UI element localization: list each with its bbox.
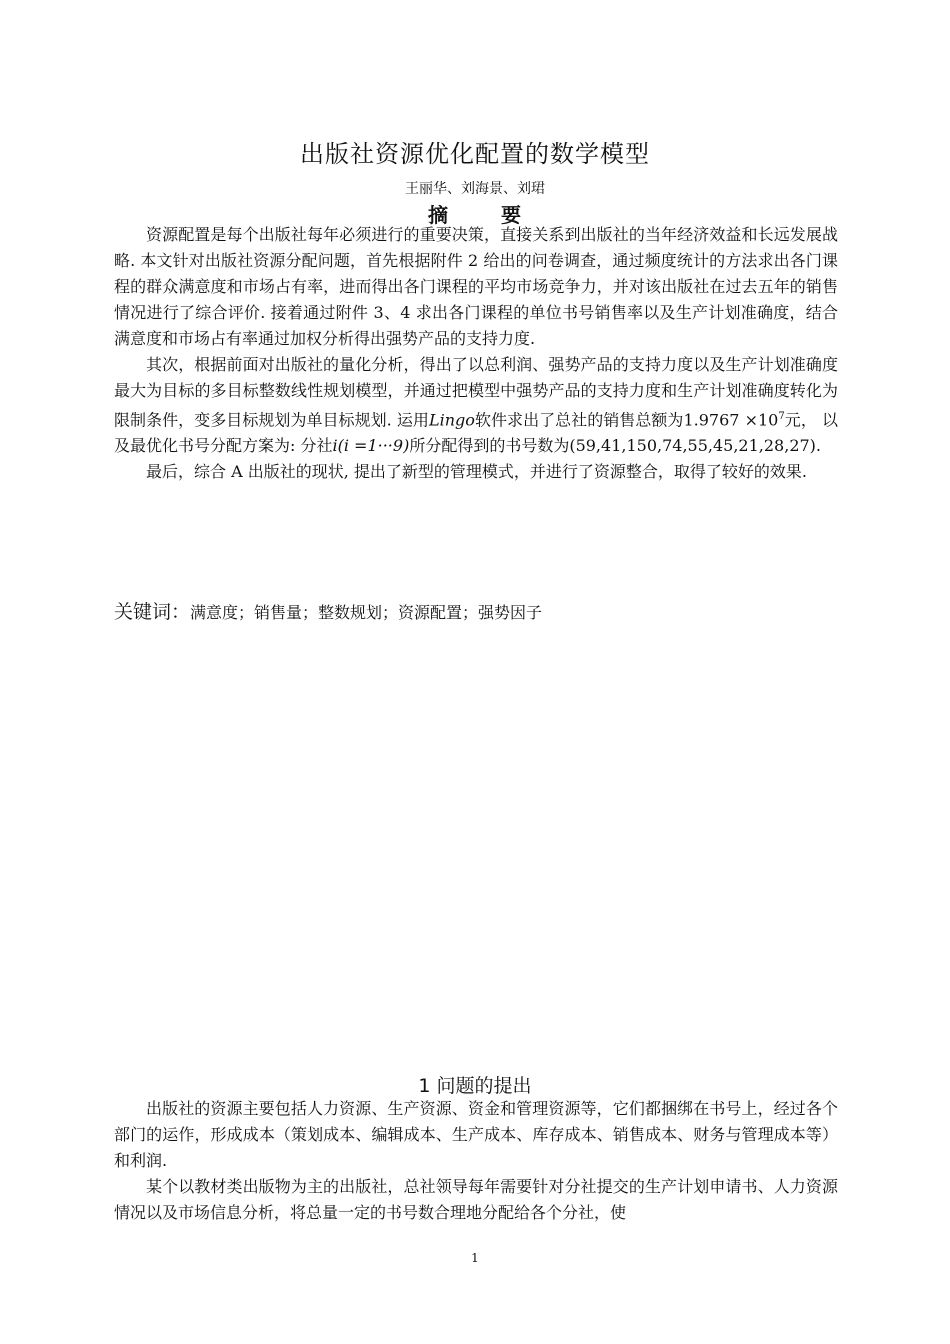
paper-title: 出版社资源优化配置的数学模型 xyxy=(300,140,650,168)
allocation-vector: (59,41,150,74,55,45,21,28,27) xyxy=(569,436,816,456)
section-1-body xyxy=(114,1096,838,1226)
sales-total-exponent: 7 xyxy=(778,411,785,422)
abstract-p2-text-b: 软件求出了总社的销售总额为 xyxy=(474,410,684,430)
section-1-paragraph-2: 某个以教材类出版物为主的出版社，总社领导每年需要针对分社提交的生产计划申请书、人力资源情况以及市场信息分析，将总量一定的书号数合理地分配给各个分社，使 xyxy=(114,1177,838,1222)
abstract-p2-text-c: 元， 以及最优化书号分配方案为: 分社 xyxy=(114,410,838,456)
abstract-p2-text-d: 所分配得到的书号数为 xyxy=(409,436,570,456)
keywords-list: 满意度；销售量；整数规划；资源配置；强势因子 xyxy=(190,603,543,622)
abstract-p2-text-a: 其次，根据前面对出版社的量化分析，得出了以总利润、强势产品的支持力度以及生产计划准确度最大为目标的多目标整数线性规划模型，并通过把模型中强势产品的支持力度和生产计划准确度转化为限制条件，变多目标规划为单目标规划. 运用 xyxy=(114,355,838,430)
abstract-paragraph-3: 最后，综合 A 出版社的现状, 提出了新型的管理模式，并进行了资源整合，取得了较好的效果. xyxy=(146,462,807,482)
branch-index-formula: i(i =1···9) xyxy=(332,436,410,456)
abstract-paragraph-2 xyxy=(114,352,838,459)
page-number: 1 xyxy=(471,1251,479,1265)
section-1-paragraph-1: 出版社的资源主要包括人力资源、生产资源、资金和管理资源等，它们都捆绑在书号上，经过各个部门的运作，形成成本（策划成本、编辑成本、生产成本、库存成本、销售成本、财务与管理成本等）和利润. xyxy=(114,1099,838,1170)
author-list: 王丽华、刘海景、刘珺 xyxy=(405,181,545,197)
abstract-heading-char-2: 要 xyxy=(501,203,522,227)
section-1-heading: 1 问题的提出 xyxy=(418,1075,532,1097)
abstract-body xyxy=(114,222,838,485)
abstract-paragraph-1: 资源配置是每个出版社每年必须进行的重要决策，直接关系到出版社的当年经济效益和长远发展战略. 本文针对出版社资源分配问题，首先根据附件 2 给出的问卷调查，通过频度统计的方法求出各门课程的群众满意度和市场占有率，进而得出各门课程的平均市场竞争力，并对该出版社在过去五年的销售情况进行了综合评价. 接着通过附件 3、4 求出各门课程的单位书号销售率以及生产计划准确度，结合满意度和市场占有率通过加权分析得出强势产品的支持力度. xyxy=(114,225,838,348)
keywords-label: 关键词： xyxy=(114,601,191,623)
abstract-heading-char-1: 摘 xyxy=(428,203,449,227)
keywords-line xyxy=(114,597,542,624)
sales-total-value: 1.9767 ×10 xyxy=(683,410,779,430)
lingo-term: Lingo xyxy=(428,410,475,430)
abstract-p2-text-e: . xyxy=(815,436,822,456)
